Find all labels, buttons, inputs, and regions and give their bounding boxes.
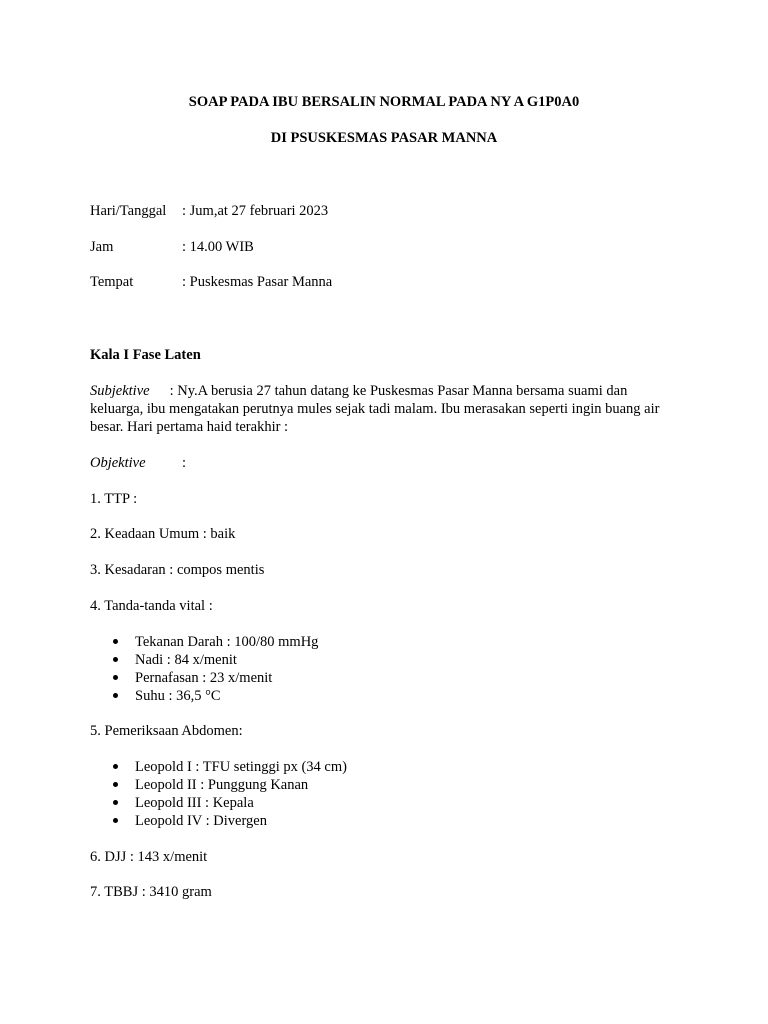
objective-label: Objektive (90, 455, 146, 471)
bullet-icon (113, 764, 118, 769)
list-item: Leopold I : TFU setinggi px (34 cm) (90, 758, 347, 776)
leopold-list (90, 758, 347, 830)
document-title: SOAP PADA IBU BERSALIN NORMAL PADA NY A G1P0A0 (188, 94, 580, 110)
item-keadaan-umum: 2. Keadaan Umum : baik (90, 526, 236, 542)
list-item: Suhu : 36,5 °C (90, 687, 318, 705)
list-item: Leopold III : Kepala (90, 794, 347, 812)
bullet-icon (113, 639, 118, 644)
list-item: Nadi : 84 x/menit (90, 651, 318, 669)
list-item: Tekanan Darah : 100/80 mmHg (90, 633, 318, 651)
item-tanda-vital: 4. Tanda-tanda vital : (90, 598, 213, 614)
objective-colon: : (182, 455, 187, 471)
bullet-icon (113, 675, 118, 680)
bullet-icon (113, 693, 118, 698)
bullet-icon (113, 782, 118, 787)
bullet-icon (113, 800, 118, 805)
bullet-icon (113, 657, 118, 662)
list-item: Leopold IV : Divergen (90, 812, 347, 830)
day-label: Hari/Tanggal (90, 203, 167, 219)
item-kesadaran: 3. Kesadaran : compos mentis (90, 562, 265, 578)
subjective-text: : Ny.A berusia 27 tahun datang ke Puskesmas Pasar Manna bersama suami dan keluarga, ibu mengatakan perutnya mules sejak tadi malam. Ibu merasakan seperti ingin buang air besar. Hari pertama haid terakhir : (90, 383, 660, 435)
list-item: Pernafasan : 23 x/menit (90, 669, 318, 687)
document-subtitle: DI PSUSKESMAS PASAR MANNA (270, 130, 498, 146)
place-value: : Puskesmas Pasar Manna (182, 274, 333, 290)
item-ttp: 1. TTP : (90, 491, 138, 507)
time-label: Jam (90, 239, 114, 255)
place-label: Tempat (90, 274, 134, 290)
time-value: : 14.00 WIB (182, 239, 254, 255)
day-value: : Jum,at 27 februari 2023 (182, 203, 329, 219)
subjective-label: Subjektive (90, 383, 150, 399)
vitals-list (90, 633, 318, 705)
item-djj: 6. DJJ : 143 x/menit (90, 849, 208, 865)
item-tbbj: 7. TBBJ : 3410 gram (90, 884, 212, 900)
list-item: Leopold II : Punggung Kanan (90, 776, 347, 794)
subjective-paragraph (90, 382, 670, 436)
item-abdomen: 5. Pemeriksaan Abdomen: (90, 723, 243, 739)
bullet-icon (113, 818, 118, 823)
section-title: Kala I Fase Laten (90, 347, 201, 363)
